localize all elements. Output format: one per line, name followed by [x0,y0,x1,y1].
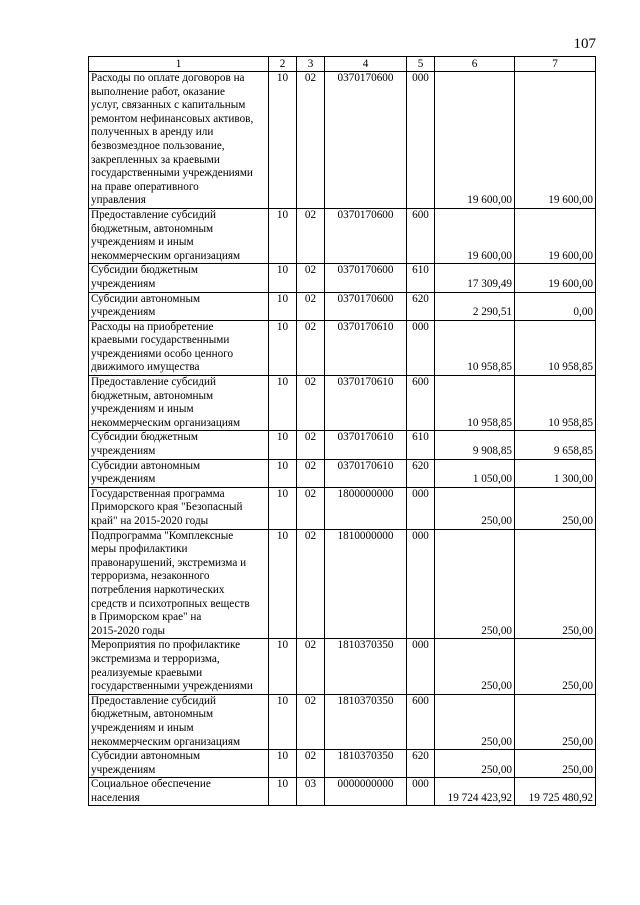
expense-type-cell: 000 [407,487,435,529]
amount-col6-cell: 250,00 [435,750,515,778]
expense-type-cell: 600 [407,208,435,263]
amount-col6-cell: 10 958,85 [435,320,515,375]
target-article-cell: 0370170600 [325,264,407,292]
expense-type-cell: 620 [407,292,435,320]
target-article-cell: 0370170600 [325,72,407,209]
section-code-cell: 10 [269,459,297,487]
header-cell-3: 3 [297,57,325,72]
section-code-cell: 10 [269,292,297,320]
expense-name-cell: Государственная программа Приморского края "Безопасный край" на 2015-2020 годы [89,487,269,529]
target-article-cell: 0000000000 [325,778,407,806]
expense-type-cell: 000 [407,639,435,694]
section-code-cell: 10 [269,264,297,292]
header-cell-4: 4 [325,57,407,72]
table-row [89,292,596,320]
target-article-cell: 0370170610 [325,459,407,487]
section-code-cell: 10 [269,320,297,375]
amount-col7-cell: 0,00 [515,292,596,320]
amount-col6-cell: 9 908,85 [435,431,515,459]
expense-type-cell: 620 [407,459,435,487]
expense-type-cell: 600 [407,376,435,431]
header-cell-7: 7 [515,57,596,72]
header-cell-6: 6 [435,57,515,72]
expense-type-cell: 000 [407,320,435,375]
amount-col7-cell: 250,00 [515,529,596,639]
expense-type-cell: 610 [407,431,435,459]
amount-col6-cell: 19 724 423,92 [435,778,515,806]
target-article-cell: 0370170610 [325,431,407,459]
expense-type-cell: 000 [407,778,435,806]
table-row [89,264,596,292]
subsection-code-cell: 03 [297,778,325,806]
amount-col7-cell: 250,00 [515,694,596,749]
table-row [89,208,596,263]
amount-col7-cell: 250,00 [515,639,596,694]
subsection-code-cell: 02 [297,459,325,487]
section-code-cell: 10 [269,487,297,529]
table-row [89,487,596,529]
expense-name-cell: Предоставление субсидий бюджетным, автономным учреждениям и иным некоммерческим организациям [89,694,269,749]
budget-table [88,56,596,806]
expense-name-cell: Субсидии автономным учреждениям [89,292,269,320]
expense-name-cell: Субсидии бюджетным учреждениям [89,431,269,459]
section-code-cell: 10 [269,72,297,209]
amount-col6-cell: 2 290,51 [435,292,515,320]
expense-name-cell: Субсидии автономным учреждениям [89,459,269,487]
target-article-cell: 1810370350 [325,750,407,778]
amount-col6-cell: 250,00 [435,487,515,529]
expense-type-cell: 600 [407,694,435,749]
section-code-cell: 10 [269,376,297,431]
amount-col6-cell: 250,00 [435,694,515,749]
amount-col7-cell: 10 958,85 [515,320,596,375]
table-row [89,459,596,487]
target-article-cell: 0370170600 [325,292,407,320]
subsection-code-cell: 02 [297,431,325,459]
header-cell-1: 1 [89,57,269,72]
amount-col7-cell: 19 600,00 [515,264,596,292]
target-article-cell: 0370170610 [325,320,407,375]
expense-name-cell: Подпрограмма "Комплексные меры профилактики правонарушений, экстремизма и терроризма, незаконного потребления наркотических средств и психотропных веществ в Приморском крае" на 2015-2020 годы [89,529,269,639]
expense-name-cell: Субсидии бюджетным учреждениям [89,264,269,292]
table-row [89,778,596,806]
amount-col7-cell: 19 600,00 [515,208,596,263]
section-code-cell: 10 [269,208,297,263]
target-article-cell: 1810370350 [325,694,407,749]
table-row [89,529,596,639]
amount-col6-cell: 19 600,00 [435,72,515,209]
section-code-cell: 10 [269,778,297,806]
expense-name-cell: Расходы по оплате договоров на выполнение работ, оказание услуг, связанных с капитальным ремонтом нефинансовых активов, полученных в аренду или безвозмездное пользование, закрепленных за краевыми государственными учреждениями на праве оперативного управления [89,72,269,209]
section-code-cell: 10 [269,750,297,778]
target-article-cell: 0370170610 [325,376,407,431]
expense-name-cell: Социальное обеспечение населения [89,778,269,806]
amount-col7-cell: 19 600,00 [515,72,596,209]
subsection-code-cell: 02 [297,529,325,639]
expense-type-cell: 000 [407,72,435,209]
amount-col7-cell: 250,00 [515,750,596,778]
subsection-code-cell: 02 [297,72,325,209]
subsection-code-cell: 02 [297,487,325,529]
expense-name-cell: Предоставление субсидий бюджетным, автономным учреждениям и иным некоммерческим организациям [89,208,269,263]
table-row [89,320,596,375]
amount-col7-cell: 9 658,85 [515,431,596,459]
subsection-code-cell: 02 [297,264,325,292]
subsection-code-cell: 02 [297,320,325,375]
target-article-cell: 1800000000 [325,487,407,529]
header-row [89,57,596,72]
amount-col6-cell: 250,00 [435,639,515,694]
amount-col7-cell: 250,00 [515,487,596,529]
amount-col6-cell: 17 309,49 [435,264,515,292]
expense-name-cell: Субсидии автономным учреждениям [89,750,269,778]
table-body [89,57,596,806]
table-row [89,639,596,694]
section-code-cell: 10 [269,694,297,749]
page-number: 107 [573,36,596,52]
table-row [89,694,596,749]
header-cell-2: 2 [269,57,297,72]
amount-col7-cell: 1 300,00 [515,459,596,487]
subsection-code-cell: 02 [297,639,325,694]
section-code-cell: 10 [269,529,297,639]
section-code-cell: 10 [269,639,297,694]
target-article-cell: 1810000000 [325,529,407,639]
amount-col7-cell: 19 725 480,92 [515,778,596,806]
expense-name-cell: Расходы на приобретение краевыми государственными учреждениями особо ценного движимого имущества [89,320,269,375]
subsection-code-cell: 02 [297,694,325,749]
amount-col7-cell: 10 958,85 [515,376,596,431]
expense-type-cell: 610 [407,264,435,292]
amount-col6-cell: 250,00 [435,529,515,639]
expense-name-cell: Предоставление субсидий бюджетным, автономным учреждениям и иным некоммерческим организациям [89,376,269,431]
target-article-cell: 1810370350 [325,639,407,694]
subsection-code-cell: 02 [297,750,325,778]
table-row [89,431,596,459]
expense-type-cell: 000 [407,529,435,639]
section-code-cell: 10 [269,431,297,459]
amount-col6-cell: 1 050,00 [435,459,515,487]
expense-type-cell: 620 [407,750,435,778]
subsection-code-cell: 02 [297,376,325,431]
target-article-cell: 0370170600 [325,208,407,263]
amount-col6-cell: 10 958,85 [435,376,515,431]
table-row [89,376,596,431]
expense-name-cell: Мероприятия по профилактике экстремизма и терроризма, реализуемые краевыми государственными учреждениями [89,639,269,694]
header-cell-5: 5 [407,57,435,72]
subsection-code-cell: 02 [297,292,325,320]
subsection-code-cell: 02 [297,208,325,263]
table-row [89,72,596,209]
table-row [89,750,596,778]
amount-col6-cell: 19 600,00 [435,208,515,263]
